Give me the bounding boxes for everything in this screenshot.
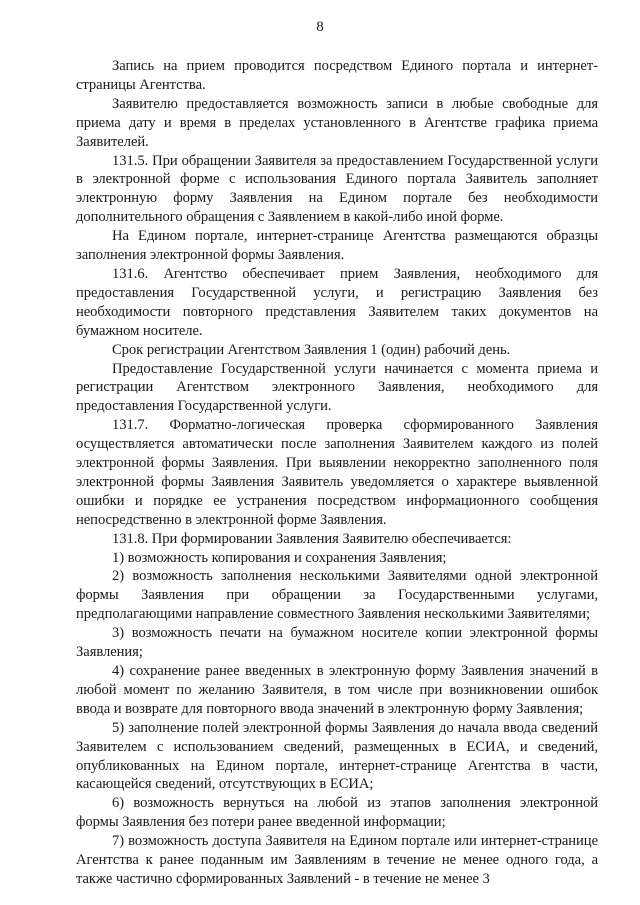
list-item: 6) возможность вернуться на любой из этапов заполнения электронной формы Заявления без потери ранее введенной информации; <box>76 795 598 831</box>
paragraph: 131.5. При обращении Заявителя за предоставлением Государственной услуги в электронной форме с использования Единого портала Заявитель заполняет электронную форму Заявления на Едином портале без необходимости дополнительного обращения с Заявлением в какой-либо иной форме. <box>76 152 598 226</box>
paragraph: Запись на прием проводится посредством Единого портала и интернет-страницы Агентства. <box>76 58 598 93</box>
list-item: 2) возможность заполнения несколькими Заявителями одной электронной формы Заявления при обращении за Государственными услугами, предполагающими направление совместного Заявления несколькими Заявителями; <box>76 568 598 623</box>
paragraph: 131.7. Форматно-логическая проверка сформированного Заявления осуществляется автоматически после заполнения Заявителем каждого из полей электронной формы Заявления. При выявлении некорректно заполненного поля электронной формы Заявления Заявитель уведомляется о характере выявленной ошибки и порядке ее устранения посредством информационного сообщения непосредственно в электронной форме Заявления. <box>76 417 598 528</box>
list-item: 3) возможность печати на бумажном носителе копии электронной формы Заявления; <box>76 625 598 661</box>
paragraph: Срок регистрации Агентством Заявления 1 (один) рабочий день. <box>112 341 511 358</box>
paragraph: На Едином портале, интернет-странице Агентства размещаются образцы заполнения электронной формы Заявления. <box>76 228 598 264</box>
paragraph: 131.6. Агентство обеспечивает прием Заявления, необходимого для предоставления Государственной услуги, и регистрацию Заявления без необходимости повторного представления Заявителем таких документов на бумажном носителе. <box>76 265 598 339</box>
list-item: 7) возможность доступа Заявителя на Едином портале или интернет-странице Агентства к ранее поданным им Заявлениям в течение не менее одного года, а также частично сформированных Заявлений - в течение не менее 3 <box>76 833 598 887</box>
list-item: 4) сохранение ранее введенных в электронную форму Заявления значений в любой момент по желанию Заявителя, в том числе при возникновении ошибок ввода и возврате для повторного ввода значений в электронную форму Заявления; <box>76 663 598 717</box>
list-item: 1) возможность копирования и сохранения Заявления; <box>112 549 447 566</box>
document-body <box>76 57 598 887</box>
page-number: 8 <box>316 19 324 35</box>
paragraph: Предоставление Государственной услуги начинается с момента приема и регистрации Агентством электронного Заявления, необходимого для предоставления Государственной услуги. <box>76 360 598 415</box>
list-item: 5) заполнение полей электронной формы Заявления до начала ввода сведений Заявителем с использованием сведений, размещенных в ЕСИА, и сведений, опубликованных на Едином портале, интернет-странице Агентства в части, касающейся сведений, отсутствующих в ЕСИА; <box>76 719 598 793</box>
paragraph: 131.8. При формировании Заявления Заявителю обеспечивается: <box>112 530 512 547</box>
paragraph: Заявителю предоставляется возможность записи в любые свободные для приема дату и время в пределах установленного в Агентстве графика приема Заявителей. <box>76 95 598 150</box>
